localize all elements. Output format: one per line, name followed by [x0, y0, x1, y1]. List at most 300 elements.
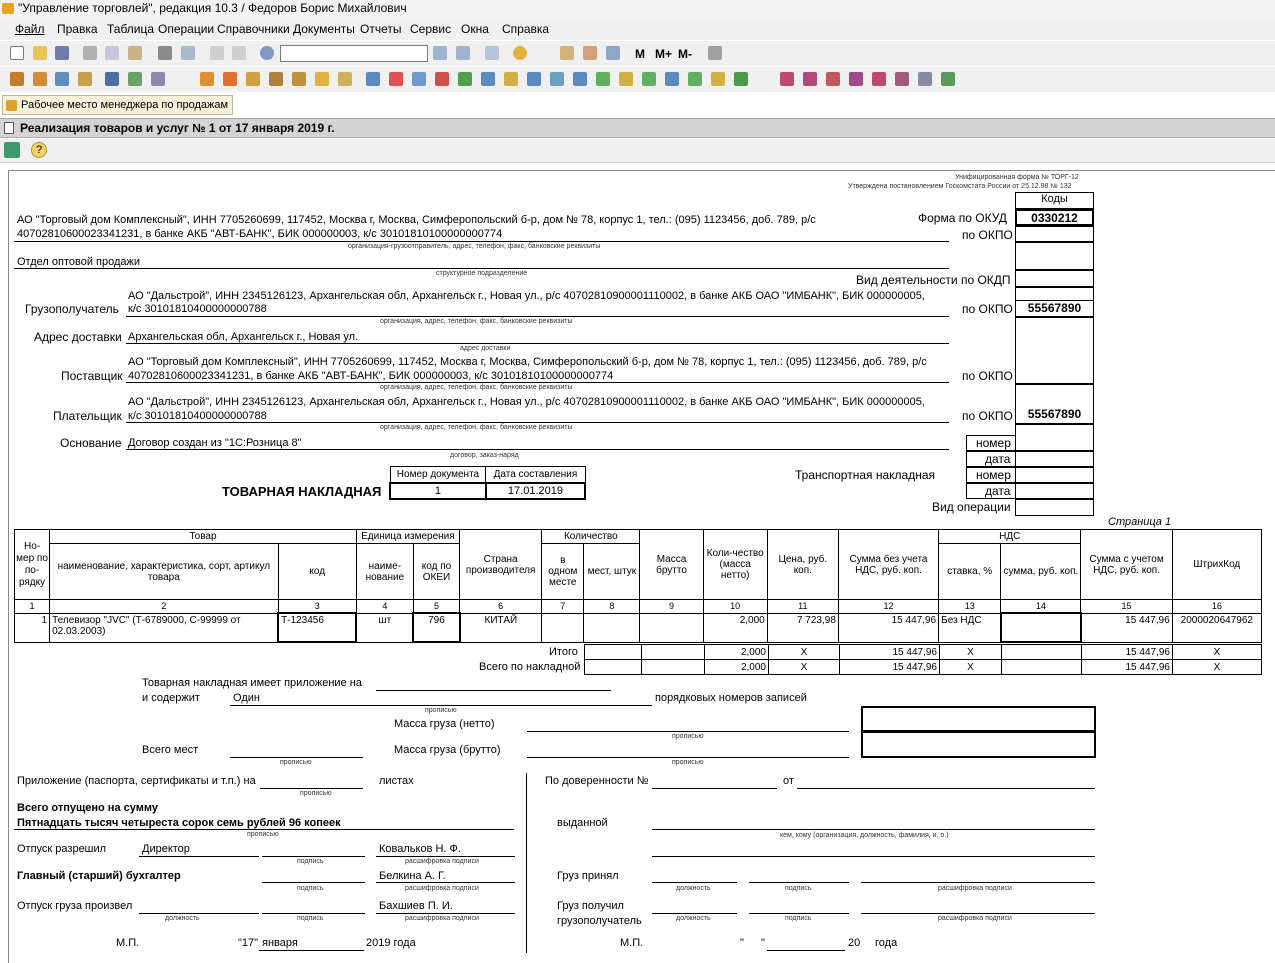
cargo-received-label-2: грузополучатель	[557, 915, 642, 927]
search-input[interactable]	[280, 45, 428, 62]
docdate-value: 17.01.2019	[486, 483, 585, 499]
menu-references[interactable]: Справочники	[217, 22, 290, 36]
permit-sign-caption: подпись	[297, 858, 324, 865]
payer-line1: АО "Дальстрой", ИНН 2345126123, Архангельская обл, Архангельск г., Новая ул., р/с 40702810900001110002, в банке АКБ ОАО "ИМБАНК", БИК 000000005,	[128, 396, 925, 408]
unified-form-note: Унифицированная форма № ТОРГ-12	[955, 174, 1079, 181]
row-name: Телевизор "JVC" (Т-6789000, С-99999 от 02.03.2003)	[50, 613, 279, 642]
shipper-line1: АО "Торговый дом Комплексный", ИНН 7705260699, 117452, Москва г, Москва, Симферопольский б-р, дом № 78, корпус 1, тел.: (095) 1123456, доб. 789, р/с	[17, 214, 816, 226]
h-sum-vat: Сумма с учетом НДС, руб. коп.	[1081, 530, 1172, 600]
copy-icon[interactable]	[105, 46, 119, 60]
windows-icon[interactable]	[485, 46, 499, 60]
payer-underline	[126, 422, 949, 423]
row-total: 15 447,96	[1081, 613, 1172, 642]
codes-header: Коды	[1015, 192, 1094, 209]
row-country: КИТАЙ	[460, 613, 542, 642]
net-mass-label: Масса груза (нетто)	[394, 718, 495, 730]
colnum: 9	[640, 600, 703, 614]
department-caption: структурное подразделение	[436, 270, 528, 277]
order3-icon[interactable]	[246, 72, 260, 86]
approved-note: Утверждена постановлением Госкомстата России от 25.12.98 № 132	[848, 183, 1072, 190]
basis-underline	[126, 449, 949, 450]
standard-toolbar	[0, 41, 1275, 66]
department: Отдел оптовой продажи	[17, 256, 141, 268]
permit-position-line	[139, 856, 259, 857]
consignee-okpo: 55567890	[1015, 300, 1094, 317]
redo-icon[interactable]	[232, 46, 246, 60]
transport-date-label: дата	[985, 484, 1011, 498]
date-month: января	[262, 937, 298, 949]
okud-code: 0330212	[1015, 209, 1094, 226]
shipper-caption: организация-грузоотправитель, адрес, телефон, факс, банковские реквизиты	[348, 243, 601, 250]
cash-icon[interactable]	[55, 72, 69, 86]
move17-icon[interactable]	[734, 72, 748, 86]
menu-windows[interactable]: Окна	[461, 22, 489, 36]
menu-documents[interactable]: Документы	[293, 22, 355, 36]
row-gross	[640, 613, 703, 642]
date-right-line	[767, 950, 845, 951]
received-position-caption: должность	[676, 915, 711, 922]
transport-date-box	[1015, 483, 1094, 499]
accountant-name-line	[376, 882, 515, 883]
issued-name-line	[376, 913, 515, 914]
menu-table[interactable]: Таблица	[107, 22, 155, 36]
appendix-line2: и содержит	[142, 692, 200, 704]
proxy-from-label: от	[783, 775, 794, 787]
colnum: 5	[413, 600, 459, 614]
itogo-total: 15 447,96	[1082, 645, 1173, 660]
supplier-label: Поставщик	[61, 369, 123, 383]
reports-icon[interactable]	[151, 72, 165, 86]
preview-icon[interactable]	[181, 46, 195, 60]
basis-value: Договор создан из "1С:Розница 8"	[128, 437, 302, 449]
table-row	[15, 613, 1262, 642]
h-qty: Количество	[542, 530, 640, 544]
cargo-received-label-1: Груз получил	[557, 900, 624, 912]
supplier-underline	[126, 382, 949, 383]
h-code: код	[278, 544, 356, 600]
payer-line2: к/с 30101810400000000788	[128, 410, 267, 422]
all-gross	[642, 660, 705, 675]
report-d-icon[interactable]	[849, 72, 863, 86]
accepted-sign-caption: подпись	[785, 885, 812, 892]
proxy-underline	[652, 788, 777, 789]
h-rate: ставка, %	[939, 544, 1001, 600]
issued-label: Отпуск груза произвел	[17, 900, 133, 912]
colnum: 7	[542, 600, 584, 614]
totals-table	[584, 644, 1262, 675]
colnum: 8	[584, 600, 640, 614]
issued-name-caption: расшифровка подписи	[405, 915, 479, 922]
colnum: 13	[939, 600, 1001, 614]
received-sign-line	[749, 913, 849, 914]
move2-icon[interactable]	[389, 72, 403, 86]
consignee-caption: организация, адрес, телефон, факс, банковские реквизиты	[380, 318, 573, 325]
move6-icon[interactable]	[481, 72, 495, 86]
accountant-label: Главный (старший) бухгалтер	[17, 870, 181, 882]
consignee-okpo-blank	[1015, 287, 1094, 301]
colnum: 1	[15, 600, 50, 614]
save-icon[interactable]	[55, 46, 69, 60]
operation-label: Вид операции	[932, 500, 1011, 514]
consignee-line2: к/с 30101810400000000788	[128, 303, 267, 315]
received-sign-caption: подпись	[785, 915, 812, 922]
all-barcode: X	[1173, 660, 1262, 675]
all-places	[585, 660, 642, 675]
date-month-line	[259, 950, 364, 951]
move3-icon[interactable]	[412, 72, 426, 86]
h-net: Коли-чество (масса нетто)	[703, 530, 767, 600]
itogo-label: Итого	[549, 646, 578, 658]
date-day: "17"	[238, 937, 259, 949]
colnum: 16	[1172, 600, 1261, 614]
basis-number-box	[1015, 424, 1094, 451]
issued-by-underline	[652, 829, 1095, 830]
invoice-icon[interactable]	[315, 72, 329, 86]
supplier-line1: АО "Торговый дом Комплексный", ИНН 7705260699, 117452, Москва г, Москва, Симферопольский б-р, дом № 78, корпус 1, тел.: (095) 1123456, доб. 789, р/с	[128, 356, 927, 368]
supplier-okpo-label: по ОКПО	[962, 369, 1013, 383]
move11-icon[interactable]	[596, 72, 610, 86]
find-next-icon[interactable]	[433, 46, 447, 60]
payer-okpo: 55567890	[1015, 384, 1094, 424]
department-underline	[14, 268, 949, 269]
colnum: 11	[767, 600, 838, 614]
itogo-places	[585, 645, 642, 660]
supplier-line2: 40702810600023341231, в банке АКБ "АВТ-БАНК", БИК 000000003, к/с 30101810100000000774	[128, 370, 614, 382]
places-label: Всего мест	[142, 744, 199, 756]
sales-manager-workplace-label: Рабочее место менеджера по продажам	[21, 99, 229, 111]
colnum: 4	[356, 600, 413, 614]
transport-number-box	[1015, 467, 1094, 483]
contains-caption: прописью	[425, 707, 457, 714]
bank-icon[interactable]	[78, 72, 92, 86]
document-toolbar	[0, 67, 1275, 92]
move15-icon[interactable]	[688, 72, 702, 86]
colnum: 12	[838, 600, 938, 614]
invoice2-icon[interactable]	[338, 72, 352, 86]
consignee-underline	[126, 316, 949, 317]
itogo-gross	[642, 645, 705, 660]
cut-icon[interactable]	[83, 46, 97, 60]
attachment-underline	[260, 788, 363, 789]
move13-icon[interactable]	[642, 72, 656, 86]
transport-number-label: номер	[976, 468, 1011, 482]
attachment-caption: прописью	[300, 790, 332, 797]
accountant-sign-caption: подпись	[297, 885, 324, 892]
h-price: Цена, руб. коп.	[767, 530, 838, 600]
stamp-right: М.П.	[620, 937, 644, 949]
move4-icon[interactable]	[435, 72, 449, 86]
accepted-name-line	[861, 882, 1095, 883]
gross-mass-caption: прописью	[672, 759, 704, 766]
issued-position-line	[139, 913, 259, 914]
all-price: X	[769, 660, 840, 675]
menu-reports[interactable]: Отчеты	[360, 22, 402, 36]
journal-icon[interactable]	[10, 72, 24, 86]
move7-icon[interactable]	[504, 72, 518, 86]
consignee-okpo-label: по ОКПО	[962, 302, 1013, 316]
move14-icon[interactable]	[665, 72, 679, 86]
docdate-header: Дата составления	[486, 467, 585, 483]
issued-sign-line	[262, 913, 365, 914]
row-price: 7 723,98	[767, 613, 838, 642]
find-prev-icon[interactable]	[456, 46, 470, 60]
report-b-icon[interactable]	[803, 72, 817, 86]
accountant-sign-line	[262, 882, 365, 883]
permit-position: Директор	[142, 843, 190, 855]
order2-icon[interactable]	[223, 72, 237, 86]
released-caption: прописью	[247, 831, 279, 838]
contains-underline	[230, 705, 652, 706]
okdp-label: Вид деятельности по ОКДП	[856, 273, 1011, 287]
row-code: Т-123456	[278, 613, 356, 642]
move9-icon[interactable]	[550, 72, 564, 86]
h-places: мест, штук	[584, 544, 640, 600]
itogo-sum: 15 447,96	[840, 645, 940, 660]
users-icon[interactable]	[606, 46, 620, 60]
colnum: 14	[1001, 600, 1081, 614]
footer-divider	[526, 773, 527, 953]
cargo-accepted-label: Груз принял	[557, 870, 619, 882]
contains-value: Один	[233, 692, 260, 704]
issued-position-caption: должность	[165, 915, 200, 922]
released-label: Всего отпущено на сумму	[17, 802, 158, 814]
net-mass-underline	[527, 731, 849, 732]
report-f-icon[interactable]	[895, 72, 909, 86]
date-year: 2019 года	[366, 937, 416, 949]
move12-icon[interactable]	[619, 72, 633, 86]
document-window-title	[0, 118, 1275, 138]
net-mass-caption: прописью	[672, 733, 704, 740]
all-total: 15 447,96	[1082, 660, 1173, 675]
calculator-icon[interactable]	[560, 46, 574, 60]
date-quote-open: "	[740, 937, 744, 949]
row-rate: Без НДС	[939, 613, 1001, 642]
basis-date-label: дата	[985, 452, 1011, 466]
appendix-underline	[376, 690, 611, 691]
window-title: "Управление торговлей", редакция 10.3 / Федоров Борис Михайлович	[18, 1, 407, 15]
app-logo-icon	[2, 3, 14, 14]
delivery-label: Адрес доставки	[34, 330, 122, 344]
undo-icon[interactable]	[210, 46, 224, 60]
itogo-rate: X	[940, 645, 1002, 660]
report-c-icon[interactable]	[826, 72, 840, 86]
colnum: 2	[50, 600, 279, 614]
doc-number-table	[389, 466, 586, 500]
basis-number-label: номер	[976, 436, 1011, 450]
all-vat	[1002, 660, 1082, 675]
nomenclature-icon[interactable]	[128, 72, 142, 86]
h-country: Страна производителя	[460, 530, 542, 600]
calendar-icon[interactable]	[583, 46, 597, 60]
report-g-icon[interactable]	[918, 72, 932, 86]
workplace-icon	[6, 100, 17, 111]
move-icon[interactable]	[366, 72, 380, 86]
consignee-line1: АО "Дальстрой", ИНН 2345126123, Архангельская обл, Архангельск г., Новая ул., р/с 40702810900001110002, в банке АКБ ОАО "ИМБАНК", БИК 000000005,	[128, 290, 925, 302]
order-icon[interactable]	[200, 72, 214, 86]
permit-name-caption: расшифровка подписи	[405, 858, 479, 865]
order4-icon[interactable]	[269, 72, 283, 86]
accepted-position-line	[652, 882, 737, 883]
menu-file[interactable]: Файл	[15, 22, 45, 36]
h-vat: НДС	[939, 530, 1081, 544]
basis-caption: договор, заказ-наряд	[450, 452, 519, 459]
colnum: 3	[278, 600, 356, 614]
colnum: 10	[703, 600, 767, 614]
docnum-value: 1	[390, 483, 486, 499]
mail-icon[interactable]	[4, 142, 20, 158]
proxy-label: По доверенности №	[545, 775, 649, 787]
payer-okpo-label: по ОКПО	[962, 409, 1013, 423]
okdp-box	[1015, 270, 1094, 287]
h-barcode: ШтрихКод	[1172, 530, 1261, 600]
transport-label: Транспортная накладная	[795, 468, 936, 482]
print-icon[interactable]	[158, 46, 172, 60]
accepted-sign-line	[749, 882, 849, 883]
move16-icon[interactable]	[711, 72, 725, 86]
row-barcode: 2000020647962	[1172, 613, 1261, 642]
shipper-line2: 40702810600023341231, в банке АКБ "АВТ-БАНК", БИК 000000003, к/с 30101810100000000774	[17, 228, 503, 240]
accepted-name-caption: расшифровка подписи	[938, 885, 1012, 892]
issued-sign-caption: подпись	[297, 915, 324, 922]
issued-by-caption: кем, кому (организация, должность, фамилия, и. о.)	[780, 832, 949, 839]
okud-label: Форма по ОКУД	[918, 211, 1007, 225]
report-h-icon[interactable]	[941, 72, 955, 86]
permit-name-line	[376, 856, 515, 857]
memory-plus-button[interactable]: M+	[655, 47, 673, 61]
records-label: порядковых номеров записей	[655, 692, 807, 704]
issued-by-label: выданной	[557, 817, 608, 829]
payer-label: Плательщик	[53, 409, 122, 423]
move10-icon[interactable]	[573, 72, 587, 86]
places-caption: прописью	[280, 759, 312, 766]
delivery-address: Архангельская обл, Архангельск г., Новая ул.	[128, 331, 359, 343]
h-name: наименование, характеристика, сорт, артикул товара	[50, 544, 279, 600]
attachment-label: Приложение (паспорта, сертификаты и т.п.) на	[17, 775, 256, 787]
h-vat-sum: сумма, руб. коп.	[1001, 544, 1081, 600]
date-quote-close: "	[761, 937, 765, 949]
department-box	[1015, 242, 1094, 270]
issued-by-underline-2	[652, 856, 1095, 857]
report-e-icon[interactable]	[872, 72, 886, 86]
date-right-20: 20	[848, 937, 861, 949]
menu-help[interactable]: Справка	[502, 22, 550, 36]
released-underline	[14, 829, 514, 830]
memory-minus-button[interactable]: M-	[678, 47, 692, 61]
all-sum: 15 447,96	[840, 660, 940, 675]
info-icon[interactable]	[513, 46, 527, 60]
h-gross: Масса брутто	[640, 530, 703, 600]
document-icon	[4, 122, 14, 134]
accountant-name-caption: расшифровка подписи	[405, 885, 479, 892]
permit-label: Отпуск разрешил	[17, 843, 107, 855]
itogo-price: X	[769, 645, 840, 660]
permit-sign-line	[262, 856, 365, 857]
sheets-label: листах	[379, 775, 414, 787]
net-mass-box	[861, 706, 1096, 732]
form-toolbar	[0, 139, 1275, 163]
released-sum: Пятнадцать тысяч четыреста сорок семь рублей 96 копеек	[17, 817, 341, 829]
accountant-name: Белкина А. Г.	[379, 870, 446, 882]
new-icon[interactable]	[10, 46, 24, 60]
supplier-okpo-box	[1015, 317, 1094, 384]
shipper-underline	[14, 241, 949, 242]
menu-service[interactable]: Сервис	[410, 22, 452, 36]
row-num: 1	[15, 613, 50, 642]
consignee-label: Грузополучатель	[25, 302, 119, 316]
shipper-okpo-label: по ОКПО	[962, 228, 1013, 242]
h-goods: Товар	[50, 530, 357, 544]
help-icon[interactable]: ?	[31, 142, 47, 158]
row-unit: шт	[356, 613, 413, 642]
basis-label: Основание	[60, 436, 122, 450]
document-title: Реализация товаров и услуг № 1 от 17 января 2019 г.	[20, 121, 335, 135]
itogo-barcode: X	[1173, 645, 1262, 660]
report-a-icon[interactable]	[780, 72, 794, 86]
all-label: Всего по накладной	[479, 661, 581, 673]
move5-icon[interactable]	[458, 72, 472, 86]
received-name-line	[861, 913, 1095, 914]
move8-icon[interactable]	[527, 72, 541, 86]
proxy-from-underline	[797, 788, 1095, 789]
window-title-bar	[0, 0, 1275, 18]
row-vat-sum	[1001, 613, 1081, 642]
menu-edit[interactable]: Правка	[57, 22, 98, 36]
delivery-caption: адрес доставки	[460, 345, 511, 352]
gross-mass-box	[861, 731, 1096, 758]
sales-manager-workplace-button[interactable]	[2, 95, 233, 115]
row-in-place	[542, 613, 584, 642]
gross-mass-label: Масса груза (брутто)	[394, 744, 501, 756]
date-right-year: года	[875, 937, 898, 949]
colnum: 6	[460, 600, 542, 614]
search-icon[interactable]	[260, 46, 274, 60]
h-okei: код по ОКЕИ	[413, 544, 459, 600]
docs-icon[interactable]	[33, 72, 47, 86]
open-icon[interactable]	[33, 46, 47, 60]
received-position-line	[652, 913, 737, 914]
memory-m-button[interactable]: M	[635, 47, 645, 61]
operation-box	[1015, 499, 1094, 516]
row-places	[584, 613, 640, 642]
warehouse-icon[interactable]	[292, 72, 306, 86]
menu-operations[interactable]: Операции	[158, 22, 215, 36]
settings-icon[interactable]	[708, 46, 722, 60]
contractors-icon[interactable]	[105, 72, 119, 86]
supplier-caption: организация, адрес, телефон, факс, банковские реквизиты	[380, 384, 573, 391]
h-sum-no-vat: Сумма без учета НДС, руб. коп.	[838, 530, 938, 600]
itogo-vat	[1002, 645, 1082, 660]
issued-name: Бахшиев П. И.	[379, 900, 453, 912]
shipper-okpo-box	[1015, 226, 1094, 242]
places-underline	[230, 757, 363, 758]
h-unit-name: наиме-нование	[356, 544, 413, 600]
payer-caption: организация, адрес, телефон, факс, банковские реквизиты	[380, 424, 573, 431]
row-sum: 15 447,96	[838, 613, 938, 642]
accepted-position-caption: должность	[676, 885, 711, 892]
stamp-left: М.П.	[116, 937, 140, 949]
colnum: 15	[1081, 600, 1172, 614]
menu-bar	[0, 18, 1275, 40]
h-unit: Единица измерения	[356, 530, 459, 544]
goods-table	[14, 529, 1262, 643]
paste-icon[interactable]	[128, 46, 142, 60]
docnum-header: Номер документа	[390, 467, 486, 483]
received-name-caption: расшифровка подписи	[938, 915, 1012, 922]
basis-date-box	[1015, 451, 1094, 467]
all-net: 2,000	[705, 660, 769, 675]
gross-mass-underline	[527, 757, 849, 758]
h-in-place: в одном месте	[542, 544, 584, 600]
